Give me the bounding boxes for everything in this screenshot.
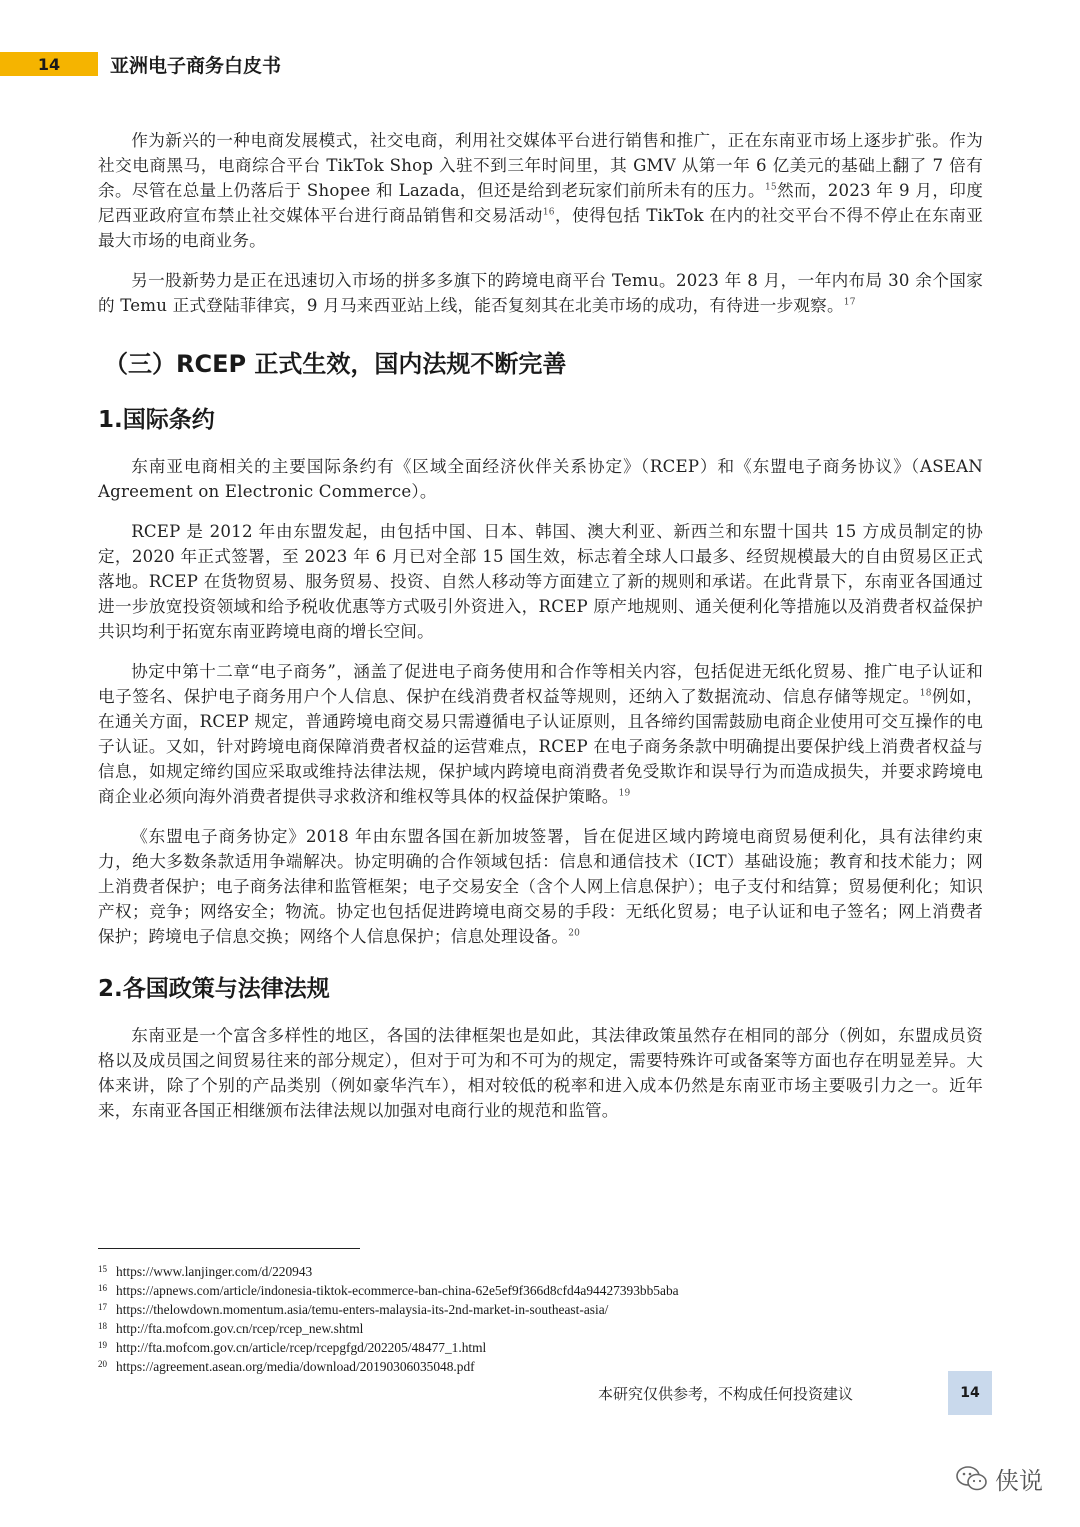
- header-title: 亚洲电子商务白皮书: [110, 55, 282, 77]
- footnote-item: [98, 1281, 983, 1300]
- paragraph-text: 《东盟电子商务协定》2018 年由东盟各国在新加坡签署，旨在促进区域内跨境电商贸易便利化，具有法律约束力，绝大多数条款适用争端解决。协定明确的合作领域包括：信息和通信技术（ICT）基础设施；教育和技术能力；网上消费者保护；电子商务法律和监管框架；电子交易安全（含个人网上信息保护）；电子支付和结算；贸易便利化；知识产权；竞争；网络安全；物流。协定也包括促进跨境电商交易的手段：无纸化贸易；电子认证和电子签名；网上消费者保护；跨境电子信息交换；网络个人信息保护；信息处理设备。: [98, 827, 983, 946]
- paragraph-text: 然而，2023 年 9 月，印度尼西亚政府宣布禁止社交媒体平台进行商品销售和交易活动: [98, 181, 983, 225]
- footnote-link[interactable]: https://agreement.asean.org/media/download/20190306035048.pdf: [116, 1359, 475, 1374]
- paragraph-text: 例如，在通关方面，RCEP 规定，普通跨境电商交易只需遵循电子认证原则，且各缔约国需鼓励电商企业使用可交互操作的电子认证。又如，针对跨境电商保障消费者权益的运营难点，RCEP 在电子商务条款中明确提出要保护线上消费者权益与信息，如规定缔约国应采取或维持法律法规，保护域内跨境电商消费者免受欺诈和误导行为而造成损失，并要求跨境电商企业必须向海外消费者提供寻求救济和维权等具体的权益保护策略。: [98, 687, 983, 806]
- paragraph-text: 东南亚是一个富含多样性的地区，各国的法律框架也是如此，其法律政策虽然存在相同的部分（例如，东盟成员资格以及成员国之间贸易往来的部分规定），但对于可为和不可为的规定，需要特殊许可或备案等方面也存在明显差异。大体来讲，除了个别的产品类别（例如豪华汽车），相对较低的税率和进入成本仍然是东南亚市场主要吸引力之一。近年来，东南亚各国正相继颁布法律法规以加强对电商行业的规范和监管。: [98, 1026, 983, 1120]
- paragraph-treaties-intro: [98, 454, 983, 504]
- footer-page-number: 14: [948, 1371, 992, 1415]
- paragraph-rcep: [98, 519, 983, 644]
- footnote-item: [98, 1338, 983, 1357]
- footnote-item: [98, 1300, 983, 1319]
- watermark: [955, 1461, 1043, 1496]
- footnote-item: [98, 1262, 983, 1281]
- footnote-ref: 17: [843, 297, 856, 308]
- footnote-item: [98, 1319, 983, 1338]
- footnote-divider: [98, 1248, 360, 1249]
- paragraph-text: 协定中第十二章“电子商务”，涵盖了促进电子商务使用和合作等相关内容，包括促进无纸化贸易、推广电子认证和电子签名、保护电子商务用户个人信息、保护在线消费者权益等规则，还纳入了数据流动、信息存储等规定。: [98, 662, 983, 706]
- paragraph-asean-agreement: [98, 824, 983, 949]
- footnote-ref: 20: [568, 928, 581, 939]
- footnote-ref: 16: [542, 207, 555, 218]
- subsection-title-treaties: 1.国际条约: [98, 407, 215, 433]
- paragraph-text: 东南亚电商相关的主要国际条约有《区域全面经济伙伴关系协定》（RCEP）和《东盟电子商务协议》（ASEAN Agreement on Electronic Commerce）。: [98, 457, 983, 501]
- section-title: （三）RCEP 正式生效，国内法规不断完善: [104, 350, 567, 378]
- footnote-item: [98, 1357, 983, 1376]
- footnotes-list: [98, 1262, 983, 1376]
- footnote-number: 18: [98, 1321, 107, 1331]
- footnote-number: 16: [98, 1283, 107, 1293]
- footnote-link[interactable]: https://thelowdown.momentum.asia/temu-enters-malaysia-its-2nd-market-in-southeast-asia/: [116, 1302, 609, 1317]
- footnote-ref: 19: [618, 788, 631, 799]
- footnote-link[interactable]: http://fta.mofcom.gov.cn/rcep/rcep_new.shtml: [116, 1321, 364, 1336]
- footnote-link[interactable]: https://apnews.com/article/indonesia-tiktok-ecommerce-ban-china-62e5ef9f366d8cfd4a94427393bb5aba: [116, 1283, 679, 1298]
- footnote-number: 15: [98, 1264, 107, 1274]
- wechat-icon: [955, 1465, 989, 1493]
- paragraph-social-commerce: [98, 128, 983, 253]
- footnote-ref: 18: [919, 688, 932, 699]
- paragraph-ecommerce-chapter: [98, 659, 983, 809]
- footnote-number: 17: [98, 1302, 107, 1312]
- footnote-number: 20: [98, 1359, 107, 1369]
- paragraph-temu: [98, 268, 983, 318]
- header-page-number: 14: [0, 52, 98, 76]
- subsection-title-policies: 2.各国政策与法律法规: [98, 976, 330, 1002]
- footnote-link[interactable]: https://www.lanjinger.com/d/220943: [116, 1264, 313, 1279]
- watermark-text: 侠说: [995, 1467, 1043, 1495]
- main-content: [98, 128, 983, 1123]
- footnote-link[interactable]: http://fta.mofcom.gov.cn/article/rcep/rcepgfgd/202205/48477_1.html: [116, 1340, 487, 1355]
- paragraph-text: ，使得包括 TikTok 在内的社交平台不得不停止在东南亚最大市场的电商业务。: [98, 206, 983, 250]
- footnote-number: 19: [98, 1340, 107, 1350]
- footnote-ref: 15: [764, 182, 777, 193]
- paragraph-text: 作为新兴的一种电商发展模式，社交电商，利用社交媒体平台进行销售和推广，正在东南亚市场上逐步扩张。作为社交电商黑马，电商综合平台 TikTok Shop 入驻不到三年时间里，其 GMV 从第一年 6 亿美元的基础上翻了 7 倍有余。尽管在总量上仍落后于 Shopee 和 Lazada，但还是给到老玩家们前所未有的压力。: [98, 131, 983, 200]
- paragraph-text: 另一股新势力是正在迅速切入市场的拼多多旗下的跨境电商平台 Temu。2023 年 8 月，一年内布局 30 余个国家的 Temu 正式登陆菲律宾，9 月马来西亚站上线，能否复刻其在北美市场的成功，有待进一步观察。: [98, 271, 983, 315]
- paragraph-policies: [98, 1023, 983, 1123]
- footer-disclaimer: 本研究仅供参考，不构成任何投资建议: [598, 1385, 854, 1403]
- paragraph-text: RCEP 是 2012 年由东盟发起，由包括中国、日本、韩国、澳大利亚、新西兰和东盟十国共 15 方成员制定的协定，2020 年正式签署，至 2023 年 6 月已对全部 15 国生效，标志着全球人口最多、经贸规模最大的自由贸易区正式落地。RCEP 在货物贸易、服务贸易、投资、自然人移动等方面建立了新的规则和承诺。在此背景下，东南亚各国通过进一步放宽投资领域和给予税收优惠等方式吸引外资进入，RCEP 原产地规则、通关便利化等措施以及消费者权益保护共识均利于拓宽东南亚跨境电商的增长空间。: [98, 522, 983, 641]
